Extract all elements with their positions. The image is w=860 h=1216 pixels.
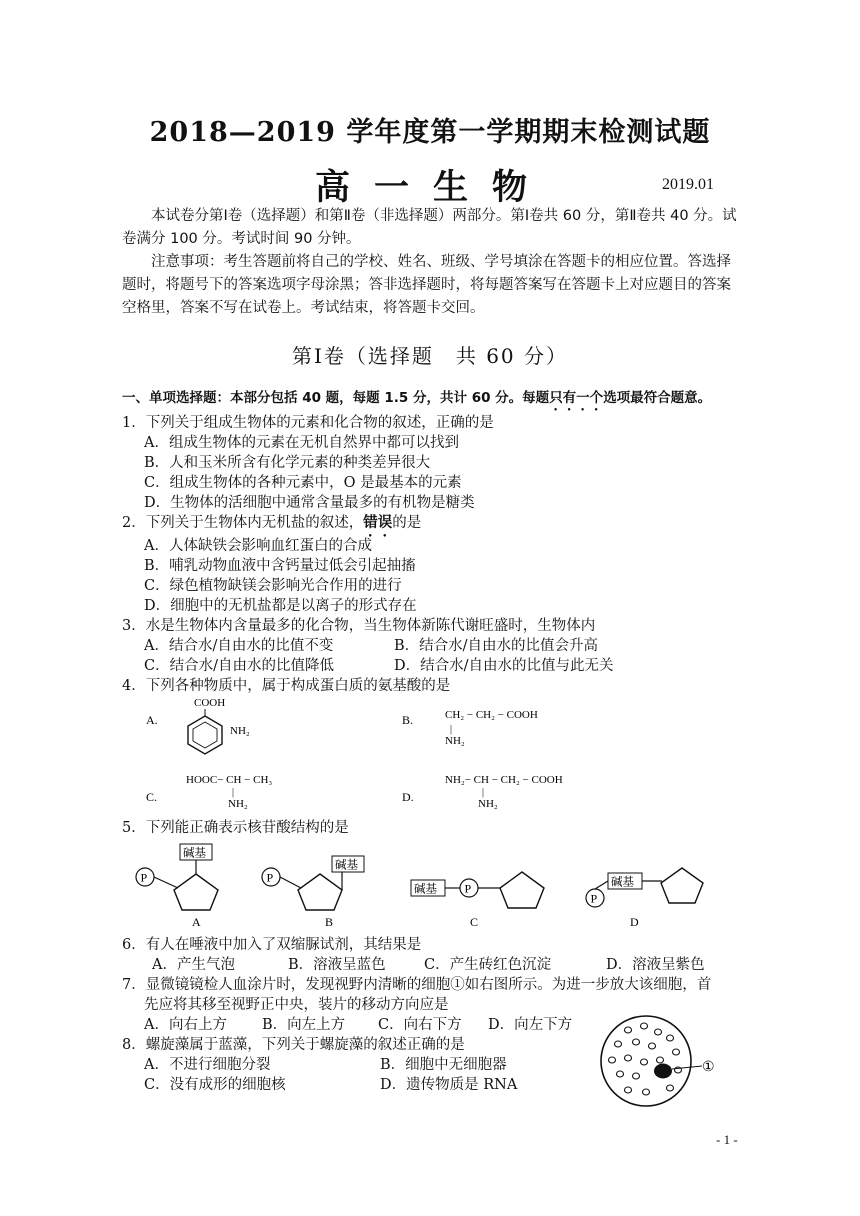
- target-marker: ①: [702, 1060, 715, 1075]
- q5-a-sugar: [174, 874, 218, 910]
- q4-c-bar: |: [232, 787, 235, 798]
- q4-b-nh2: NH₂: [445, 735, 465, 747]
- question-8: [122, 1035, 465, 1055]
- cell: [625, 1027, 632, 1033]
- q5-nucleotide-diagrams: [128, 840, 728, 932]
- cell: [633, 1039, 640, 1045]
- q8-option-c: C．没有成形的细胞核: [144, 1077, 286, 1093]
- cell: [667, 1085, 674, 1091]
- q1-stem: 1．下列关于组成生物体的元素和化合物的叙述，正确的是: [122, 415, 494, 431]
- cell: [667, 1035, 674, 1041]
- part-heading-emphasis: 只有一个: [549, 390, 604, 406]
- q4-b-chain: CH₂ − CH₂ − COOH: [445, 709, 538, 721]
- q6-option-b: B．溶液呈蓝色: [288, 957, 386, 973]
- q5-a-bond: [154, 877, 178, 888]
- target-cell: [654, 1064, 672, 1079]
- q4-label-b: B.: [402, 713, 414, 727]
- q6-stem: 6．有人在唾液中加入了双缩脲试剂，其结果是: [122, 937, 422, 953]
- q5-label-c: C: [470, 915, 479, 929]
- part-heading-b: 选项最符合题意。: [603, 390, 712, 406]
- intro-text-2: 注意事项：考生答题前将自己的学校、姓名、班级、学号填涂在答题卡的相应位置。答选择题时，将题号下的答案选项字母涂黑；答非选择题时，将每题答案写在答题卡上对应题目的答案空格里，答案不写在试卷上。考试结束，将答题卡交回。: [122, 254, 731, 316]
- microscope-field-figure: [598, 1012, 728, 1108]
- q6-option-a: A．产生气泡: [152, 957, 235, 973]
- q5-b-base: 碱基: [335, 859, 358, 872]
- question-6: [122, 935, 421, 955]
- q3-option-c: C．结合水/自由水的比值降低: [144, 658, 334, 674]
- cell: [657, 1057, 664, 1063]
- q4-b-bar: |: [450, 724, 453, 735]
- q2-option-d: D．细胞中的无机盐都是以离子的形式存在: [144, 598, 417, 614]
- q8-stem: 8．螺旋藻属于蓝藻，下列关于螺旋藻的叙述正确的是: [122, 1037, 465, 1053]
- q4-a-cooh: COOH: [194, 697, 226, 709]
- q5-d-sugar: [661, 868, 703, 903]
- q3-option-a: A．结合水/自由水的比值不变: [144, 638, 334, 654]
- q4-c-chain: HOOC− CH − CH₃: [186, 774, 273, 786]
- q6-option-c: C．产生砖红色沉淀: [424, 957, 552, 973]
- q7-stem-1: 7．显微镜镜检人血涂片时，发现视野内清晰的细胞①如右图所示。为进一步放大该细胞，首: [122, 977, 712, 993]
- q4-a-benzene-inner: [193, 722, 217, 748]
- intro-text-1: 本试卷分第Ⅰ卷（选择题）和第Ⅱ卷（非选择题）两部分。第Ⅰ卷共 60 分，第Ⅱ卷共 40 分。试卷满分 100 分。考试时间 90 分钟。: [122, 208, 737, 247]
- intro-paragraph: [122, 205, 740, 251]
- q5-label-a: A: [192, 915, 201, 929]
- cell: [617, 1071, 624, 1077]
- q5-b-p: P: [266, 870, 274, 885]
- q4-label-a: A.: [146, 713, 158, 727]
- cell: [625, 1087, 632, 1093]
- part-heading-a: 一、单项选择题：本部分包括 40 题，每题 1.5 分，共计 60 分。每题: [122, 390, 550, 406]
- q2-option-b: B．哺乳动物血液中含钙量过低会引起抽搐: [144, 558, 416, 574]
- q5-b-sugar: [298, 874, 342, 910]
- blood-cells: [609, 1023, 682, 1095]
- q2-stem-a: 2．下列关于生物体内无机盐的叙述，: [122, 515, 364, 531]
- cell: [649, 1043, 656, 1049]
- q5-b-bond: [280, 877, 301, 888]
- subject-title: 高一生物: [315, 167, 552, 208]
- q4-d-chain: NH₂− CH − CH₂ − COOH: [445, 774, 563, 786]
- q7-option-b: B．向左上方: [262, 1017, 346, 1033]
- q3-stem: 3．水是生物体内含量最多的化合物，当生物体新陈代谢旺盛时，生物体内: [122, 618, 596, 634]
- q4-structures: [140, 694, 600, 814]
- q7-option-d: D．向左下方: [488, 1017, 573, 1033]
- cell: [615, 1041, 622, 1047]
- q4-d-bar: |: [482, 787, 485, 798]
- cell: [673, 1049, 680, 1055]
- q4-label-d: D.: [402, 790, 414, 804]
- cell: [655, 1029, 662, 1035]
- part-heading: [122, 386, 711, 414]
- q2-stem-emphasis: 错误: [363, 514, 393, 531]
- q8-option-a: A．不进行细胞分裂: [144, 1057, 271, 1073]
- q3-option-b: B．结合水/自由水的比值会升高: [394, 638, 599, 654]
- q5-d-p: P: [590, 891, 598, 906]
- q5-c-sugar: [500, 872, 544, 908]
- question-7: [122, 975, 711, 1015]
- q3-option-d: D．结合水/自由水的比值与此无关: [394, 658, 614, 674]
- q2-option-c: C．绿色植物缺镁会影响光合作用的进行: [144, 578, 402, 594]
- q5-d-bond-1: [595, 881, 608, 889]
- q2-stem-b: 的是: [392, 515, 422, 531]
- q5-stem: 5．下列能正确表示核苷酸结构的是: [122, 820, 349, 836]
- q4-c-nh2: NH₂: [228, 798, 248, 810]
- field-of-view: [601, 1016, 691, 1106]
- q8-option-b: B．细胞中无细胞器: [380, 1057, 507, 1073]
- cell: [641, 1023, 648, 1029]
- q1-option-a: A．组成生物体的元素在无机自然界中都可以找到: [144, 435, 459, 451]
- cell: [625, 1055, 632, 1061]
- q5-c-p: P: [464, 881, 472, 896]
- q1-option-b: B．人和玉米所含有化学元素的种类差异很大: [144, 455, 431, 471]
- q5-label-d: D: [630, 915, 639, 929]
- q8-option-d: D．遗传物质是 RNA: [380, 1077, 518, 1093]
- cell: [641, 1059, 648, 1065]
- q5-d-base: 碱基: [611, 876, 634, 889]
- cell: [643, 1089, 650, 1095]
- question-3: [122, 616, 744, 676]
- q7-option-a: A．向右上方: [144, 1017, 227, 1033]
- q4-stem: 4．下列各种物质中，属于构成蛋白质的氨基酸的是: [122, 678, 451, 694]
- cell: [633, 1073, 640, 1079]
- q7-stem-2: 先应将其移至视野正中央，装片的移动方向应是: [144, 997, 449, 1013]
- notice-paragraph: [122, 251, 740, 320]
- q1-option-c: C．组成生物体的各种元素中，O 是最基本的元素: [144, 475, 462, 491]
- q2-option-a: A．人体缺铁会影响血红蛋白的合成: [144, 538, 372, 554]
- q4-a-nh2: NH₂: [230, 725, 250, 737]
- q7-option-c: C．向右下方: [378, 1017, 462, 1033]
- question-2: [122, 513, 421, 616]
- q5-label-b: B: [325, 915, 334, 929]
- cell: [609, 1057, 616, 1063]
- question-1: [122, 413, 494, 513]
- exam-title: 2018—2019 学年度第一学期期末检测试题: [149, 117, 711, 148]
- page-number: - 1 -: [716, 1132, 738, 1147]
- q4-label-c: C.: [146, 790, 158, 804]
- q4-d-nh2: NH₂: [478, 798, 498, 810]
- q5-a-p: P: [140, 870, 148, 885]
- q6-option-d: D．溶液呈紫色: [606, 957, 705, 973]
- q5-c-base: 碱基: [414, 883, 437, 896]
- q1-option-d: D．生物体的活细胞中通常含量最多的有机物是糖类: [144, 495, 475, 511]
- exam-date: 2019.01: [662, 176, 714, 193]
- q5-a-base: 碱基: [183, 847, 206, 860]
- section-title: 第Ⅰ卷（选择题 共 60 分）: [291, 344, 569, 368]
